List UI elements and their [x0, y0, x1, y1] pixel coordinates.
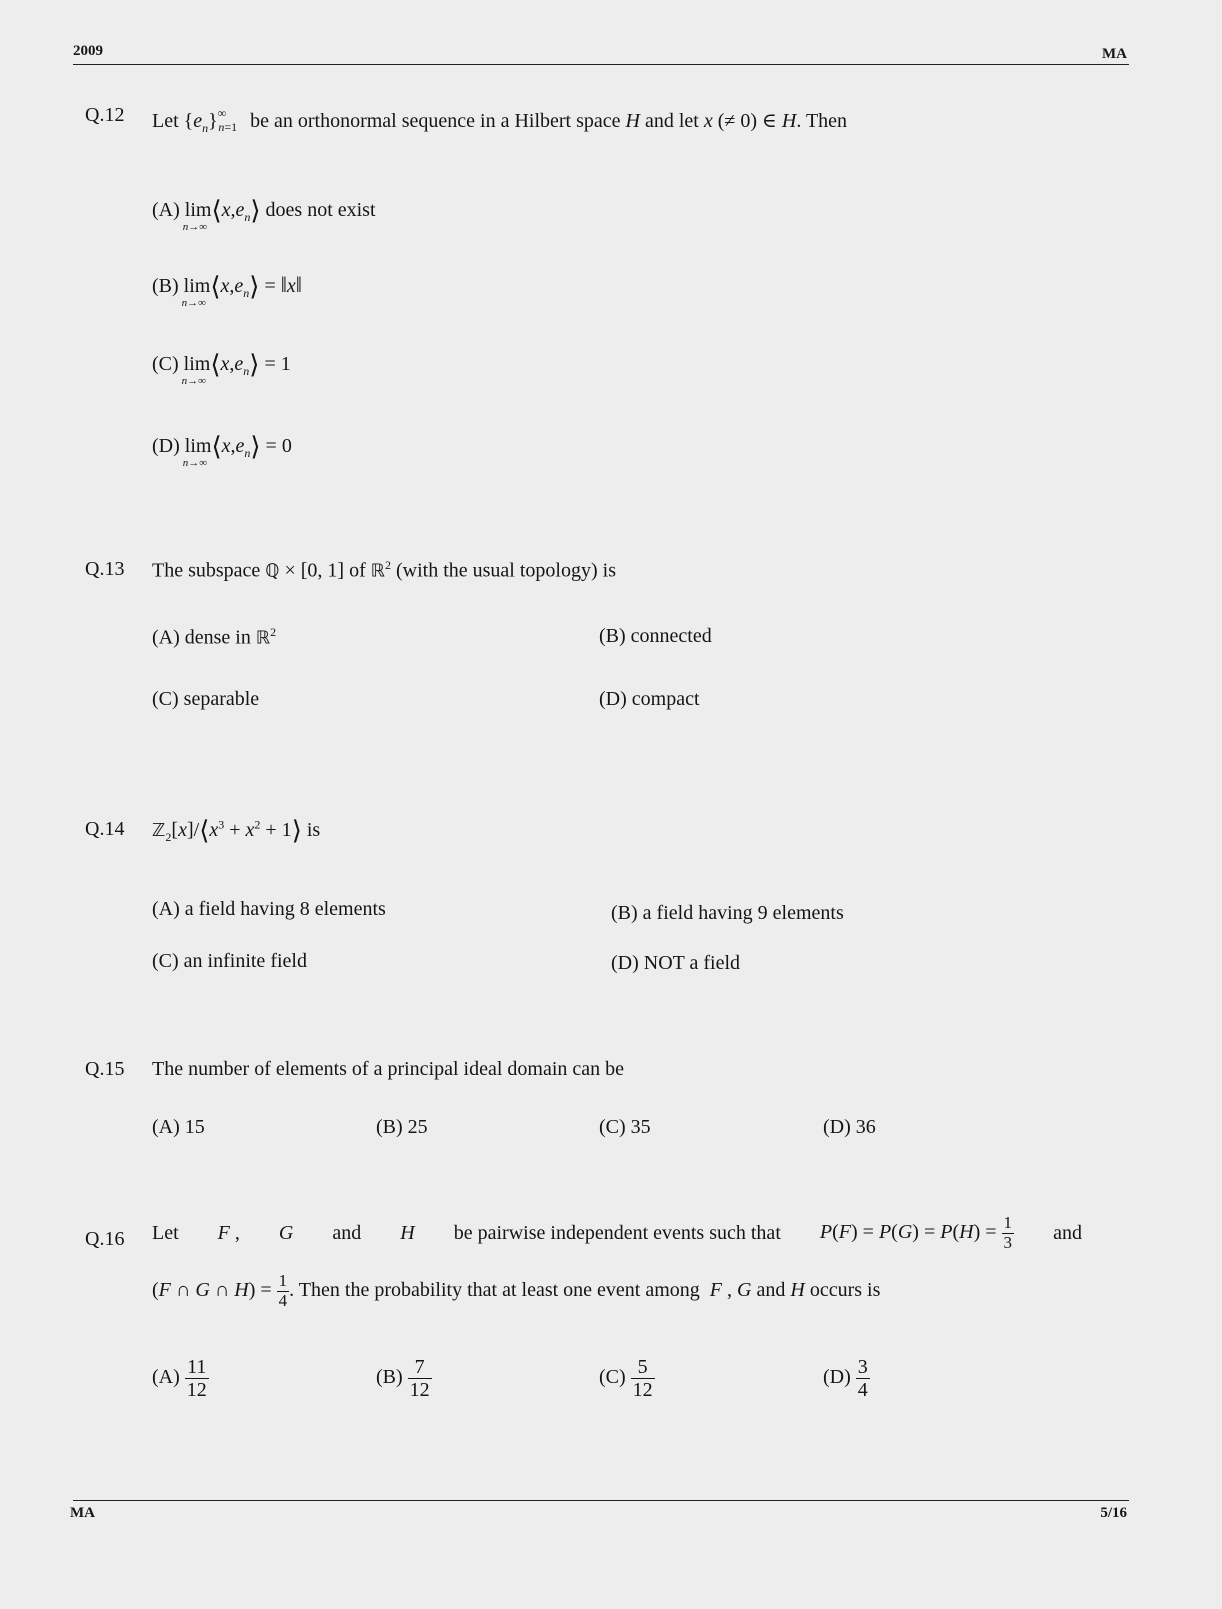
option-d[interactable]: (D) lim n→∞ $⟨x,e_n⟩ = 0$ [152, 432, 292, 469]
option-c[interactable]: (C) $\frac{5}{12}$ [599, 1356, 653, 1401]
option-c[interactable]: (C) 35 [599, 1116, 651, 1138]
question-number: Q.14 [85, 818, 125, 840]
option-a[interactable]: (A) dense in ℝ$^2$ [152, 625, 277, 649]
option-b[interactable]: (B) $\frac{7}{12}$ [376, 1356, 430, 1401]
question-stem-line-2: (F ∩ G ∩ H) = $\frac{1}{4}$ . Then the probability that at least one event among F , G and H occurs is [152, 1271, 881, 1310]
question-stem: The number of elements of a principal ideal domain can be [152, 1058, 625, 1080]
option-a[interactable]: (A) $\frac{11}{12}$ [152, 1356, 207, 1401]
question-number: Q.13 [85, 558, 125, 580]
option-c[interactable]: (C) separable [152, 688, 260, 710]
footer-paper-code: MA [70, 1505, 95, 1521]
option-b[interactable]: (B) 25 [376, 1116, 428, 1138]
question-number: Q.12 [85, 104, 125, 126]
option-c[interactable]: (C) an infinite field [152, 950, 307, 972]
header-rule [73, 64, 1129, 65]
option-a[interactable]: (A) a field having 8 elements [152, 898, 386, 920]
option-d[interactable]: (D) NOT a field [611, 952, 741, 974]
footer-rule [73, 1500, 1129, 1501]
option-a[interactable]: (A) lim n→∞ $⟨x,e_n⟩$ does not exist [152, 196, 376, 233]
option-b[interactable]: (B) connected [599, 625, 712, 647]
option-d[interactable]: (D) compact [599, 688, 700, 710]
question-stem: $ℤ_2[x]/⟨x^3 + x^2$ + 1⟩ is [152, 816, 321, 845]
header-year: 2009 [73, 43, 103, 59]
option-b[interactable]: (B) lim n→∞ $⟨x,e_n⟩$ = ‖x‖ [152, 272, 302, 309]
question-stem: The subspace ℚ × [0, 1] of ℝ$^2$ (with the usual topology) is [152, 558, 616, 582]
header-paper-code: MA [1102, 46, 1127, 62]
option-b[interactable]: (B) a field having 9 elements [611, 902, 844, 924]
option-d[interactable]: (D) $\frac{3}{4}$ [823, 1356, 868, 1401]
option-a[interactable]: (A) 15 [152, 1116, 205, 1138]
footer-page-number: 5/16 [1100, 1505, 1127, 1521]
question-number: Q.16 [85, 1228, 125, 1250]
question-number: Q.15 [85, 1058, 125, 1080]
question-stem: Let $\{e_n\}^\infty_{n=1}$ be an orthonormal sequence in a Hilbert space H and let x (≠ 0) ∈ H. Then [152, 106, 848, 135]
option-c[interactable]: (C) lim n→∞ $⟨x,e_n⟩ = 1$ [152, 350, 291, 387]
option-d[interactable]: (D) 36 [823, 1116, 876, 1138]
question-stem-line-1: Let F , G and H be pairwise independent events such that P(F) = P(G) = P(H) = $\frac{1}{3}$ and [152, 1213, 1082, 1252]
